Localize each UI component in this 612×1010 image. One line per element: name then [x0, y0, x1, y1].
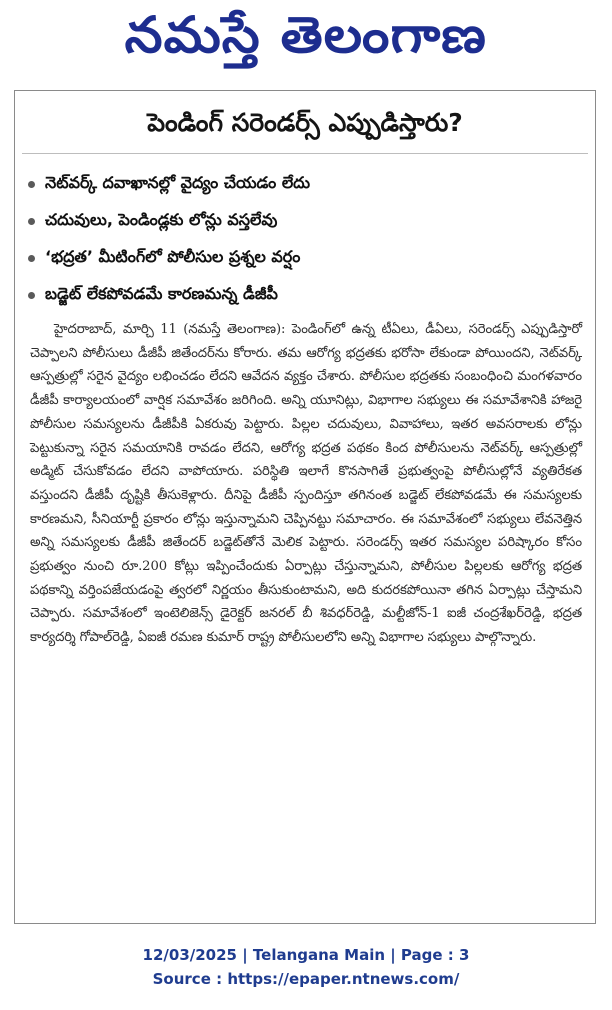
- subheadline-item: [28, 240, 588, 277]
- edition-info: 12/03/2025 | Telangana Main | Page : 3: [142, 946, 470, 964]
- bullet-icon: [28, 255, 35, 262]
- article-headline: పెండింగ్ సరెండర్స్ ఎప్పుడిస్తారు?: [147, 108, 463, 137]
- bullet-icon: [28, 292, 35, 299]
- subheadline-item: [28, 166, 588, 203]
- bullet-icon: [28, 218, 35, 225]
- headline-divider: [22, 153, 588, 154]
- subheadline-list: [28, 166, 588, 314]
- newspaper-logo: నమస్తే తెలంగాణ: [124, 5, 488, 64]
- source-link[interactable]: Source : https://epaper.ntnews.com/: [152, 970, 460, 988]
- subheadline-item: [28, 203, 588, 240]
- subheadline-text: ‘భద్రత’ మీటింగ్‌లో పోలీసుల ప్రశ్నల వర్షం: [45, 247, 301, 266]
- subheadline-item: [28, 277, 588, 314]
- subheadline-text: నెట్‌వర్క్ దవాఖానల్లో వైద్యం చేయడం లేదు: [45, 173, 311, 192]
- bullet-icon: [28, 181, 35, 188]
- masthead: [0, 0, 612, 82]
- article-body: హైదరాబాద్, మార్చి 11 (నమస్తే తెలంగాణ): పెండింగ్‌లో ఉన్న టీఏలు, డీఏలు, సరెండర్స్ ఎప్పుడిస్తారో చెప్పాలని పోలీసులు డీజీపీ జితేందర్‌ను కోరారు. తమ ఆరోగ్య భద్రతకు భరోసా లేకుండా పోయిందని, నెట్‌వర్క్ ఆస్పత్రుల్లో సరైన వైద్యం లభించడం లేదని ఆవేదన వ్యక్తం చేశారు. పోలీసుల భద్రతకు సంబంధించి మంగళవారం డీజీపీ కార్యాలయంలో వార్షిక సమావేశం జరిగింది. అన్ని యూనిట్లు, విభాగాల సభ్యులు ఈ సమావేశానికి హాజరై పోలీసుల సమస్యలను డీజీపీకి ఏకరువు పెట్టారు. పిల్లల చదువులు, వివాహాలు, ఇతర అవసరాలకు లోన్లు పెట్టుకున్నా సరైన సమయానికి రావడం లేదని, ఆరోగ్య భద్రత పథకం కింద పోలీసులను నెట్‌వర్క్ ఆస్పత్రుల్లో అడ్మిట్ చేసుకోవడం లేదని వాపోయారు. పరిస్థితి ఇలాగే కొనసాగితే ప్రభుత్వంపై పోలీసుల్లోనే వ్యతిరేకత వస్తుందని డీజీపీ దృష్టికి తీసుకెళ్లారు. దీనిపై డీజీపీ స్పందిస్తూ తగినంత బడ్జెట్ లేకపోవడమే ఈ సమస్యలకు కారణమని, సీనియార్టీ ప్రకారం లోన్లు ఇస్తున్నామని చెప్పినట్టు సమాచారం. ఈ సమావేశంలో సభ్యులు లేవనెత్తిన అన్ని సమస్యలకు డీజీపీ జితేందర్ బడ్జెట్‌తోనే మెలిక పెట్టారు. సరెండర్స్ ఇతర సమస్యల పరిష్కారం కోసం ప్రభుత్వం నుంచి రూ.200 కోట్లు ఇప్పించేందుకు ఏర్పాట్లు చేస్తున్నామని, పోలీసుల పిల్లలకు ఆరోగ్య భద్రత పథకాన్ని వర్తింపజేయడంపై త్వరలో నిర్ణయం తీసుకుంటామని, అది కుదరకపోయినా తగిన ఏర్పాట్లు చేస్తామని చెప్పారు. సమావేశంలో ఇంటెలిజెన్స్ డైరెక్టర్ జనరల్ బీ శివధర్‌రెడ్డి, మల్టీజోన్-1 ఐజీ చంద్రశేఖర్‌రెడ్డి, భద్రత కార్యదర్శి గోపాల్‌రెడ్డి, ఏఐజీ రమణ కుమార్ రాష్ట్ర పోలీసులలోని అన్ని విభాగాల సభ్యులు పాల్గొన్నారు.: [30, 322, 582, 646]
- subheadline-text: బడ్జెట్ లేకపోవడమే కారణమన్న డీజీపీ: [45, 284, 278, 303]
- subheadline-text: చదువులు, పెండిండ్లకు లోన్లు వస్తలేవు: [45, 210, 278, 229]
